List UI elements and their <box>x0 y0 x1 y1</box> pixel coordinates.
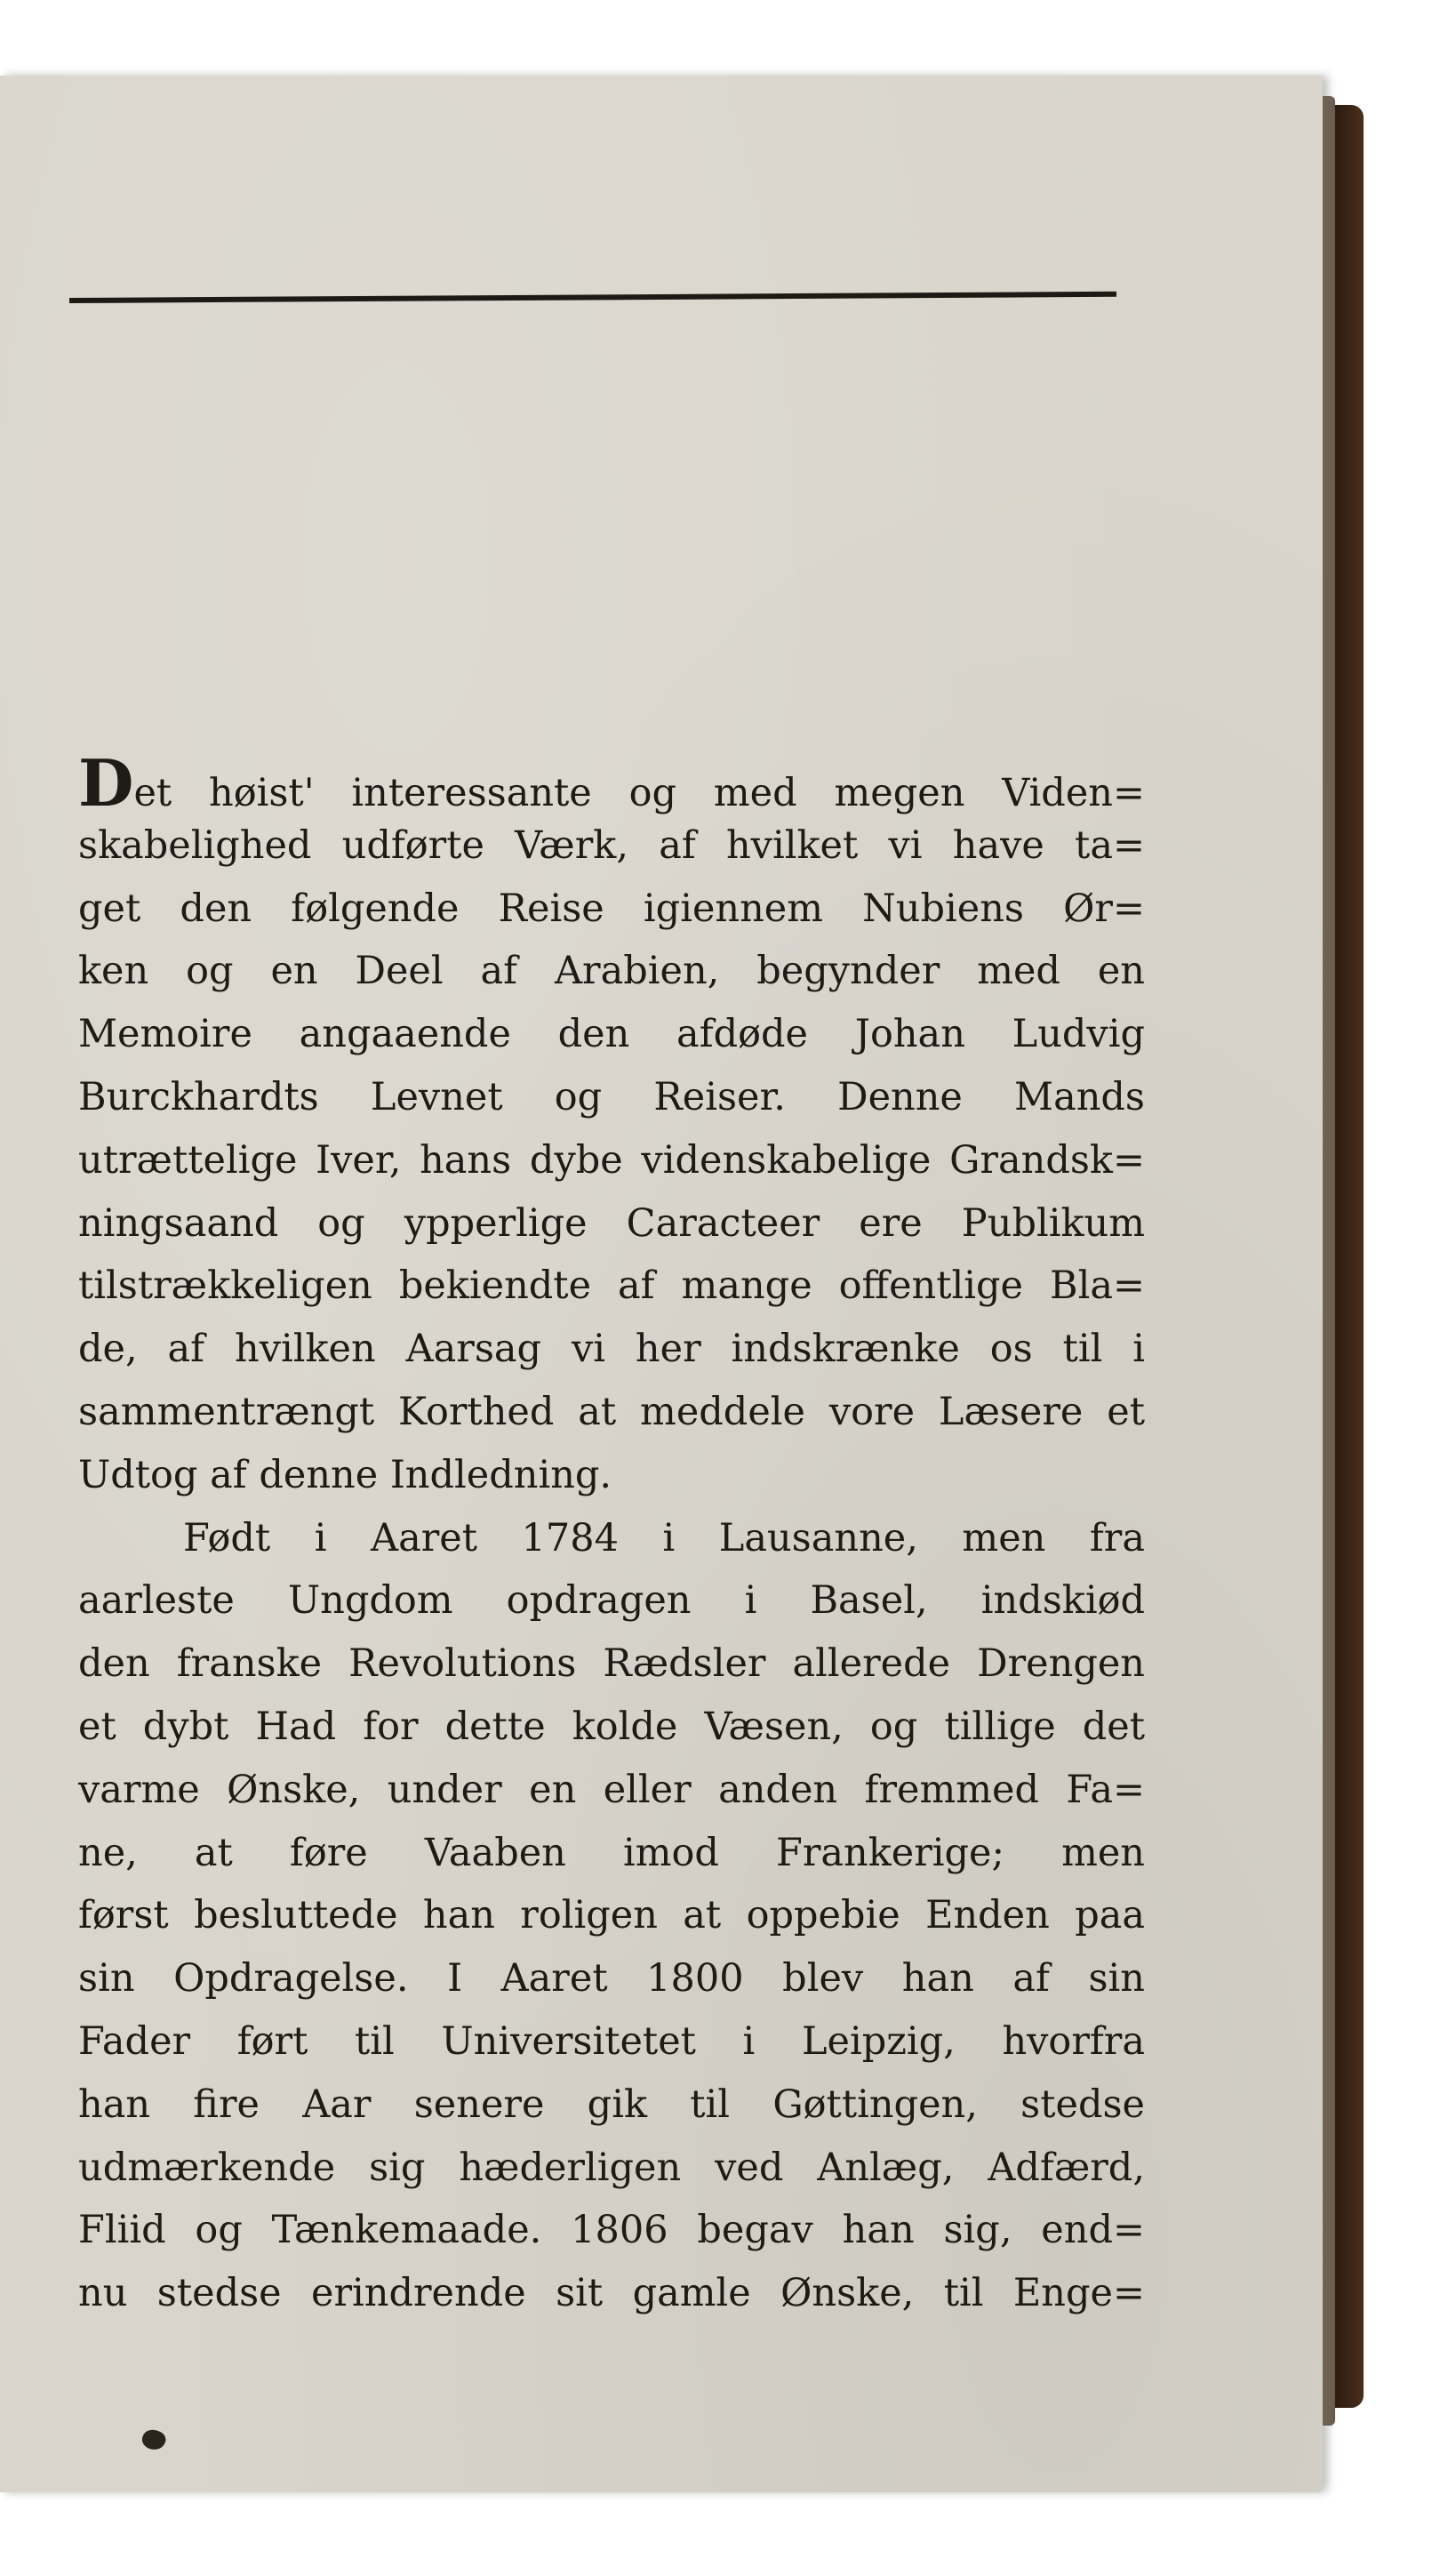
text-line: Memoire angaaende den afdøde Johan Ludvig <box>78 1012 1145 1057</box>
body-text <box>78 745 1145 2325</box>
text-line: Udtog af denne Indledning. <box>78 1452 612 1497</box>
text-line: et dybt Had for dette kolde Væsen, og tillige det <box>78 1704 1145 1749</box>
text-line: han fire Aar senere gik til Gøttingen, stedse <box>78 2082 1145 2127</box>
paragraph-2 <box>78 1507 1145 2325</box>
paragraph-1 <box>78 745 1145 1507</box>
text-line: skabelighed udførte Værk, af hvilket vi have ta= <box>78 822 1145 868</box>
text-line: varme Ønske, under en eller anden fremmed Fa= <box>78 1767 1145 1812</box>
text-line: utrættelige Iver, hans dybe videnskabelige Grandsk= <box>78 1137 1145 1183</box>
text-line: Fader ført til Universitetet i Leipzig, hvorfra <box>78 2018 1145 2064</box>
ink-blot <box>140 2427 168 2453</box>
text-line: Det høist' interessante og med megen Viden= <box>78 745 1145 821</box>
text-line: aarleste Ungdom opdragen i Basel, indskiød <box>78 1578 1145 1624</box>
text-line: de, af hvilken Aarsag vi her indskrænke os til i <box>78 1327 1145 1372</box>
header-rule <box>69 292 1116 303</box>
text-line: nu stedse erindrende sit gamle Ønske, til Enge= <box>78 2271 1145 2316</box>
text-line: tilstrækkeligen bekiendte af mange offentlige Bla= <box>78 1263 1145 1309</box>
text-line: get den følgende Reise igiennem Nubiens Ør= <box>78 886 1145 931</box>
text-line: sammentrængt Korthed at meddele vore Læsere et <box>78 1389 1145 1434</box>
text-line: Født i Aaret 1784 i Lausanne, men fra <box>183 1515 1145 1560</box>
text-line: ne, at føre Vaaben imod Frankerige; men <box>78 1830 1145 1875</box>
text-line: Burckhardts Levnet og Reiser. Denne Mands <box>78 1074 1145 1119</box>
text-line: sin Opdragelse. I Aaret 1800 blev han af sin <box>78 1956 1145 2001</box>
drop-cap: D <box>78 745 134 821</box>
text-line: Fliid og Tænkemaade. 1806 begav han sig, end= <box>78 2208 1145 2253</box>
text-line: først besluttede han roligen at oppebie Enden paa <box>78 1893 1145 1938</box>
text-line: ken og en Deel af Arabien, begynder med en <box>78 949 1145 994</box>
text-line: udmærkende sig hæderligen ved Anlæg, Adfærd, <box>78 2145 1145 2190</box>
text-line: ningsaand og ypperlige Caracteer ere Publikum <box>78 1200 1145 1246</box>
book-page <box>0 76 1323 2492</box>
text-line: den franske Revolutions Rædsler allerede Drengen <box>78 1641 1145 1687</box>
